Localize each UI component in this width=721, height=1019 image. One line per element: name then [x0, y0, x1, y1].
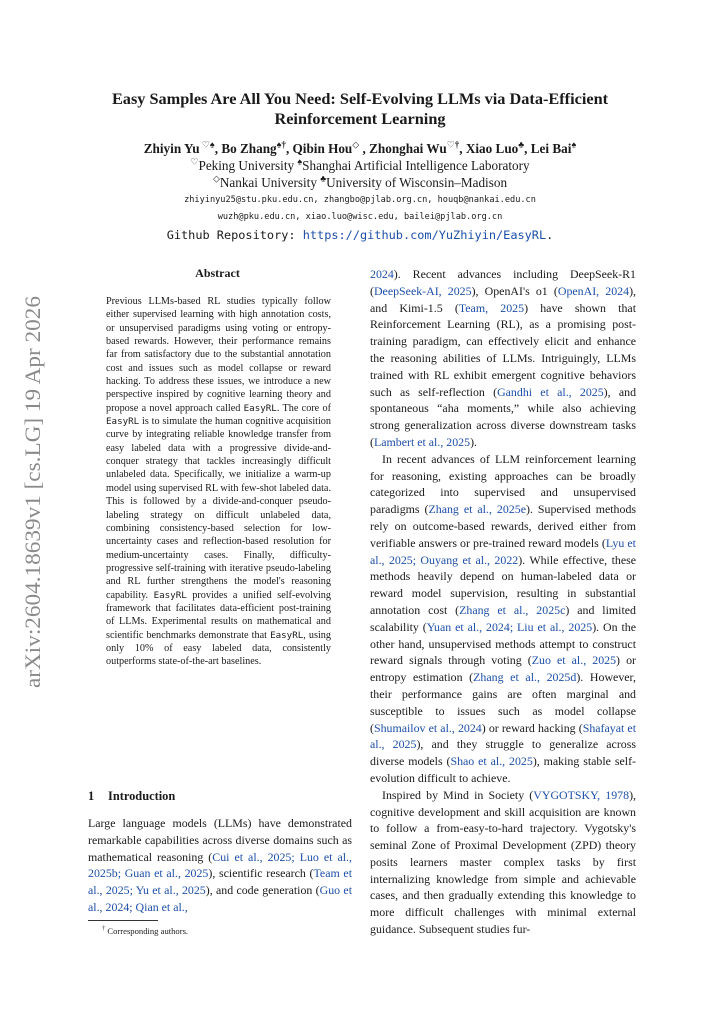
github-label: Github Repository: [166, 228, 303, 242]
citation-link[interactable]: Yuan et al., 2024; Liu et al., 2025 [426, 619, 593, 634]
citation-link[interactable]: Team et al., 2025; Yu et al., 2025 [88, 866, 352, 898]
author-name: Lei Bai [530, 141, 572, 156]
body-text: ), scientific research ( [208, 866, 314, 881]
body-text: ) or reward hacking ( [481, 720, 583, 735]
citation-link[interactable]: Shafayat et al., 2025 [370, 720, 637, 752]
citation-link[interactable]: Team, 2025 [458, 300, 525, 315]
body-text: ). Recent advances including DeepSeek-R1 ( [370, 267, 636, 298]
abstract-heading: Abstract [195, 266, 240, 280]
author-name: Qibin Hou [292, 141, 353, 156]
github-repo-link[interactable]: https://github.com/YuZhiyin/EasyRL [302, 228, 547, 242]
citation-link[interactable]: Zhang et al., 2025e [428, 502, 526, 517]
affiliation-name: University of Wisconsin–Madison [326, 175, 508, 190]
affiliation-mark: ♡ [190, 156, 199, 167]
citation-link[interactable]: Zhang et al., 2025d [473, 670, 577, 685]
author-separator: , [459, 141, 466, 156]
affiliation-mark: ♠ [297, 156, 303, 167]
body-text: In recent advances of LLM reinforcement learning for reasoning, existing approaches can be broadly categorized into supervised and unsupervised paradigms ( [370, 451, 636, 517]
intro-paragraph [370, 787, 636, 938]
citation-link[interactable]: Zuo et al., 2025 [531, 653, 617, 668]
body-text: ) and limited scalability ( [370, 602, 636, 634]
author-affiliation-mark: ◇ [352, 139, 360, 150]
author-affiliation-mark: ♠† [276, 139, 286, 150]
github-period: . [546, 228, 554, 242]
body-text: ), and spontaneous “aha moments,” while also achieving strong generalization across diverse downstream tasks ( [370, 384, 637, 449]
author-affiliation-mark: ♠ [571, 139, 577, 150]
author-name: Bo Zhang [221, 141, 277, 156]
affiliation-line-1 [70, 157, 650, 174]
citation-link[interactable]: Shumailov et al., 2024 [373, 720, 482, 735]
affiliation-line-2 [70, 174, 650, 191]
author-emails-line-1[interactable]: zhiyinyu25@stu.pku.edu.cn, zhangbo@pjlab.org.cn, houqb@nankai.edu.cn [184, 195, 536, 205]
body-text: ), and Kimi-1.5 ( [370, 283, 636, 315]
affiliation-name: Shanghai Artificial Intelligence Laboratory [302, 158, 530, 173]
body-text: Inspired by Mind in Society ( [382, 787, 534, 802]
method-name: EasyRL [270, 629, 304, 641]
section-number: 1 [88, 789, 95, 803]
affiliation-name: Nankai University [219, 175, 321, 190]
citation-link[interactable]: Cui et al., 2025; Luo et al., 2025b; Guan et al., 2025 [88, 849, 352, 881]
citation-link[interactable]: Shao et al., 2025 [450, 754, 533, 769]
method-name: EasyRL [153, 589, 187, 601]
abstract-text-span: , using only 10% of easy labeled data, consistently outperforms state-of-the-art baselines. [106, 629, 331, 668]
citation-link[interactable]: Guo et al., 2024; Qian et al., [88, 883, 352, 914]
method-name: EasyRL [243, 402, 277, 414]
footnote-rule [88, 920, 158, 921]
author-affiliation-mark: ♡♠ [199, 139, 215, 150]
citation-link[interactable]: DeepSeek-AI, 2025 [373, 283, 472, 298]
citation-link[interactable]: Lyu et al., 2025; Ouyang et al., 2022 [370, 535, 636, 567]
abstract-text [106, 295, 331, 669]
body-text: ), and they struggle to generalize across diverse models ( [370, 737, 636, 769]
section-heading-introduction [88, 789, 175, 804]
author-emails-line-2[interactable]: wuzh@pku.edu.cn, xiao.luo@wisc.edu, bailei@pjlab.org.cn [217, 212, 503, 222]
arxiv-stamp [10, 296, 52, 688]
author-name: Zhiyin Yu [143, 141, 200, 156]
body-text: ). However, their performance gains are often marginal and susceptible to issues such as model collapse ( [370, 670, 636, 735]
arxiv-identifier: arXiv:2604.18639v1 [cs.LG] 19 Apr 2026 [20, 316, 45, 688]
body-text: ), and code generation ( [205, 883, 320, 898]
affiliation-name: Peking University [198, 158, 298, 173]
footnote-mark: † [102, 925, 106, 932]
body-text: ). Supervised methods rely on outcome-based rewards, derived either from verifiable answers or pre-trained reward models ( [370, 502, 637, 550]
body-text: ), cognitive development and skill acquisition are known to follow a from-easy-to-hard trajectory. Vygotsky's seminal Zone of Proximal Development (ZPD) theory posits learners master complex tasks by first internalizing knowledge from simple and achievable cases, and then gradually extending this knowledge to more difficult challenges with minimal external guidance. Subsequent studies fur- [370, 787, 636, 937]
citation-link[interactable]: 2024 [370, 267, 394, 281]
citation-link[interactable]: VYGOTSKY, 1978 [533, 787, 630, 802]
paper-title: Easy Samples Are All You Need: Self-Evolving LLMs via Data-Efficient Reinforcement Learning [111, 89, 609, 128]
section-title: Introduction [108, 789, 176, 803]
abstract-text-span: Previous LLMs-based RL studies typically follow either supervised learning with high annotation costs, or unsupervised paradigms using voting or entropy-based rewards. However, their performance remains far from satisfactory due to the substantial annotation cost and issues such as model collapse or reward hacking. To address these issues, we introduce a new perspective inspired by cognitive learning theory and propose a novel approach called [106, 296, 331, 414]
body-text: ), OpenAI's o1 ( [471, 283, 558, 298]
author-affiliation-mark: ♣ [518, 139, 525, 150]
body-text: ), making stable self-evolution difficult to achieve. [370, 754, 636, 785]
affiliation-mark: ♣ [320, 173, 327, 184]
author-separator: , [524, 141, 531, 156]
method-name: EasyRL [106, 416, 140, 428]
author-separator: , [359, 141, 370, 156]
affiliation-mark: ◇ [212, 173, 220, 184]
citation-link[interactable]: Lambert et al., 2025 [373, 434, 471, 449]
abstract-text-span: provides a unified self-evolving framework that facilitates data-efficient post-training of LLMs. Experimental results on mathematical and scientific benchmarks demonstrate that [106, 589, 331, 641]
body-text: Large language models (LLMs) have demonstrated remarkable capabilities across diverse domains such as mathematical reasoning ( [88, 816, 352, 864]
author-list [70, 140, 650, 157]
intro-paragraph [370, 266, 636, 451]
author-separator: , [285, 141, 293, 156]
abstract-text-span: is to simulate the human cognitive acquisition curve by integrating reliable knowledge transfer from easy labeled data with a progressive divide-and-conquer strategy that tackles increasingly difficult unlabeled data. Specifically, we initialize a warm-up model using supervised RL with few-shot labeled data. This is followed by a divide-and-conquer pseudo-labeling strategy on difficult unlabeled data, combining consistency-based selection for low-uncertainty cases and reflection-based resolution for medium-uncertainty cases. Finally, difficulty-progressive self-training with iterative pseudo-labeling and RL further strengthens the model's reasoning capability. [106, 416, 331, 601]
footnote [102, 925, 188, 936]
github-line [70, 227, 650, 244]
body-text: ). [470, 434, 477, 449]
author-separator: , [214, 141, 222, 156]
body-text: ) or entropy estimation ( [370, 653, 636, 685]
intro-right-column [370, 266, 636, 938]
citation-link[interactable]: Zhang et al., 2025c [459, 602, 566, 617]
intro-paragraph [370, 451, 636, 787]
abstract-text-span: . The core of [276, 402, 332, 414]
body-text: ). While effective, these methods heavily depend on human-labeled data or reward model supervision, resulting in substantial annotation cost ( [370, 552, 636, 617]
intro-paragraph-left [88, 815, 352, 916]
author-name: Xiao Luo [465, 141, 519, 156]
citation-link[interactable]: Gandhi et al., 2025 [497, 384, 604, 399]
body-text: ) have shown that Reinforcement Learning (RL), as a promising post-training paradigm, can effectively elicit and enhance the reasoning abilities of LLMs. Intriguingly, LLMs trained with RL exhibit emergent cognitive behaviors such as self-reflection ( [370, 300, 637, 399]
footnote-text: Corresponding authors. [105, 925, 189, 936]
author-affiliation-mark: ♡† [446, 139, 460, 150]
author-name: Zhonghai Wu [369, 141, 447, 156]
body-text: ). On the other hand, unsupervised methods attempt to construct reward signals through voting ( [370, 619, 637, 668]
citation-link[interactable]: OpenAI, 2024 [557, 283, 630, 298]
